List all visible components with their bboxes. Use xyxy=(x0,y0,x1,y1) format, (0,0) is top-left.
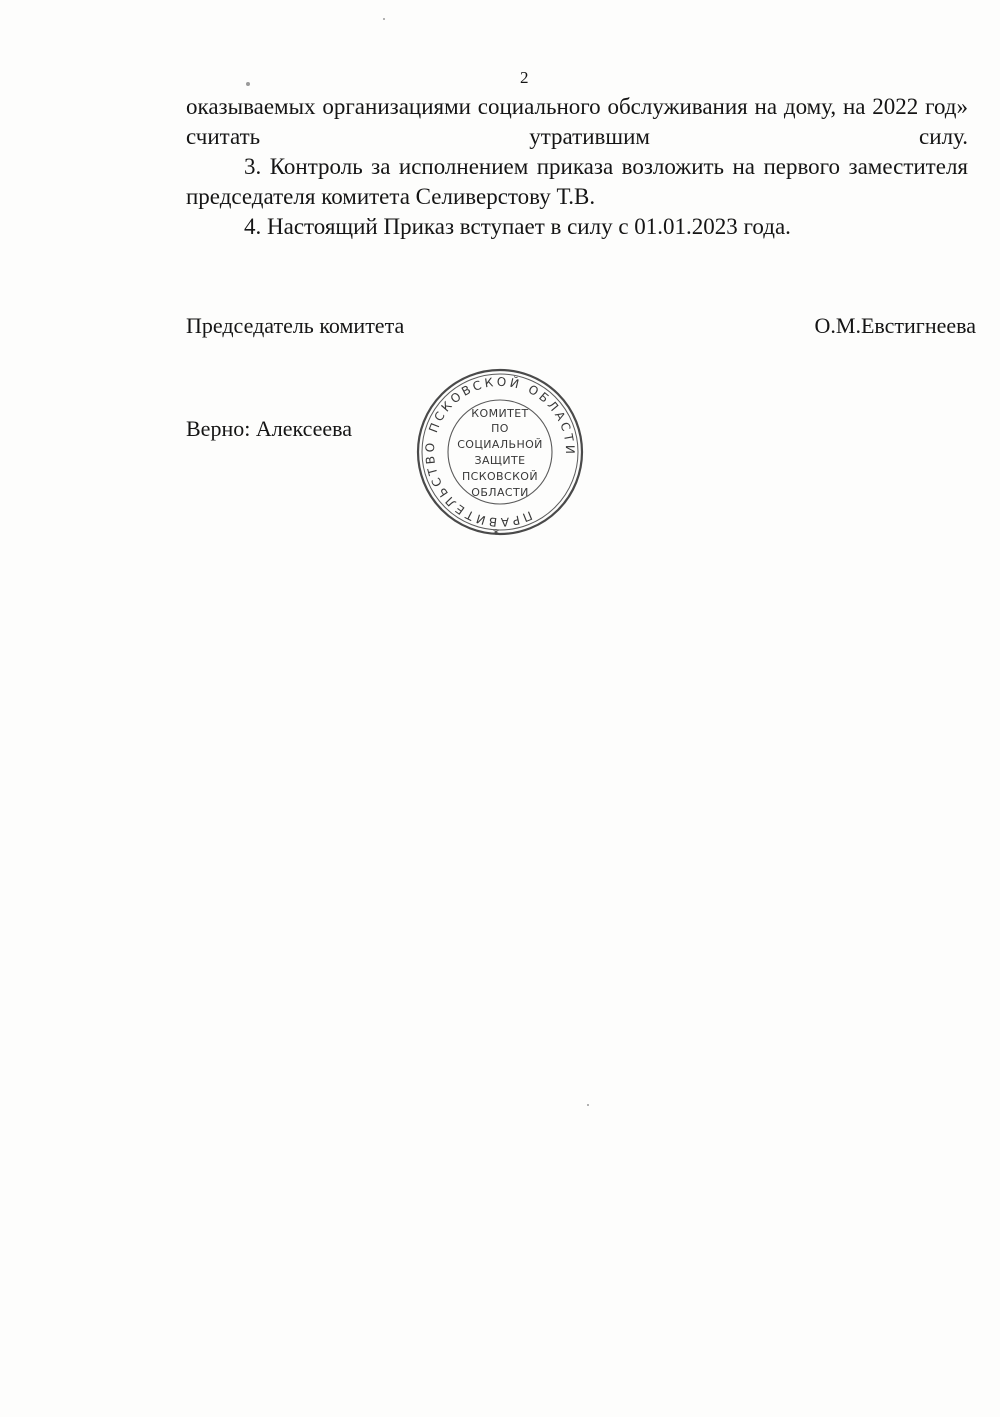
paragraph-continuation: оказываемых организациями социального обслуживания на дому, на 2022 год» считать утратившим силу. xyxy=(186,94,968,149)
stamp-center-line: ОБЛАСТИ xyxy=(471,486,529,499)
stamp-center-line: ЗАЩИТЕ xyxy=(474,454,526,467)
scan-speck xyxy=(383,18,385,20)
scan-speck xyxy=(587,1104,589,1106)
stamp-center-line: КОМИТЕТ xyxy=(471,407,529,420)
stamp-center-line: ПСКОВСКОЙ xyxy=(462,470,538,483)
stamp-star: * xyxy=(493,527,502,541)
official-stamp xyxy=(410,362,590,542)
stamp-outer-text: ПРАВИТЕЛЬСТВО ПСКОВСКОЙ ОБЛАСТИ xyxy=(422,374,578,530)
paragraph-control: 3. Контроль за исполнением приказа возложить на первого заместителя председателя комитета Селиверстову Т.В. xyxy=(186,154,968,209)
signature-name: О.М.Евстигнеева xyxy=(814,313,976,338)
verified-by: Верно: Алексеева xyxy=(186,416,353,441)
paragraph-effective-date: 4. Настоящий Приказ вступает в силу с 01.01.2023 года. xyxy=(244,214,791,239)
signature-role: Председатель комитета xyxy=(186,313,405,338)
svg-text:ПРАВИТЕЛЬСТВО ПСКОВСКОЙ ОБЛАСТ xyxy=(396,348,604,556)
page-number: 2 xyxy=(520,68,529,87)
stamp-icon xyxy=(410,362,590,542)
stamp-center-line: СОЦИАЛЬНОЙ xyxy=(457,438,543,451)
scan-speck xyxy=(246,82,250,86)
document-body xyxy=(186,92,968,242)
stamp-center-line: ПО xyxy=(491,422,509,435)
